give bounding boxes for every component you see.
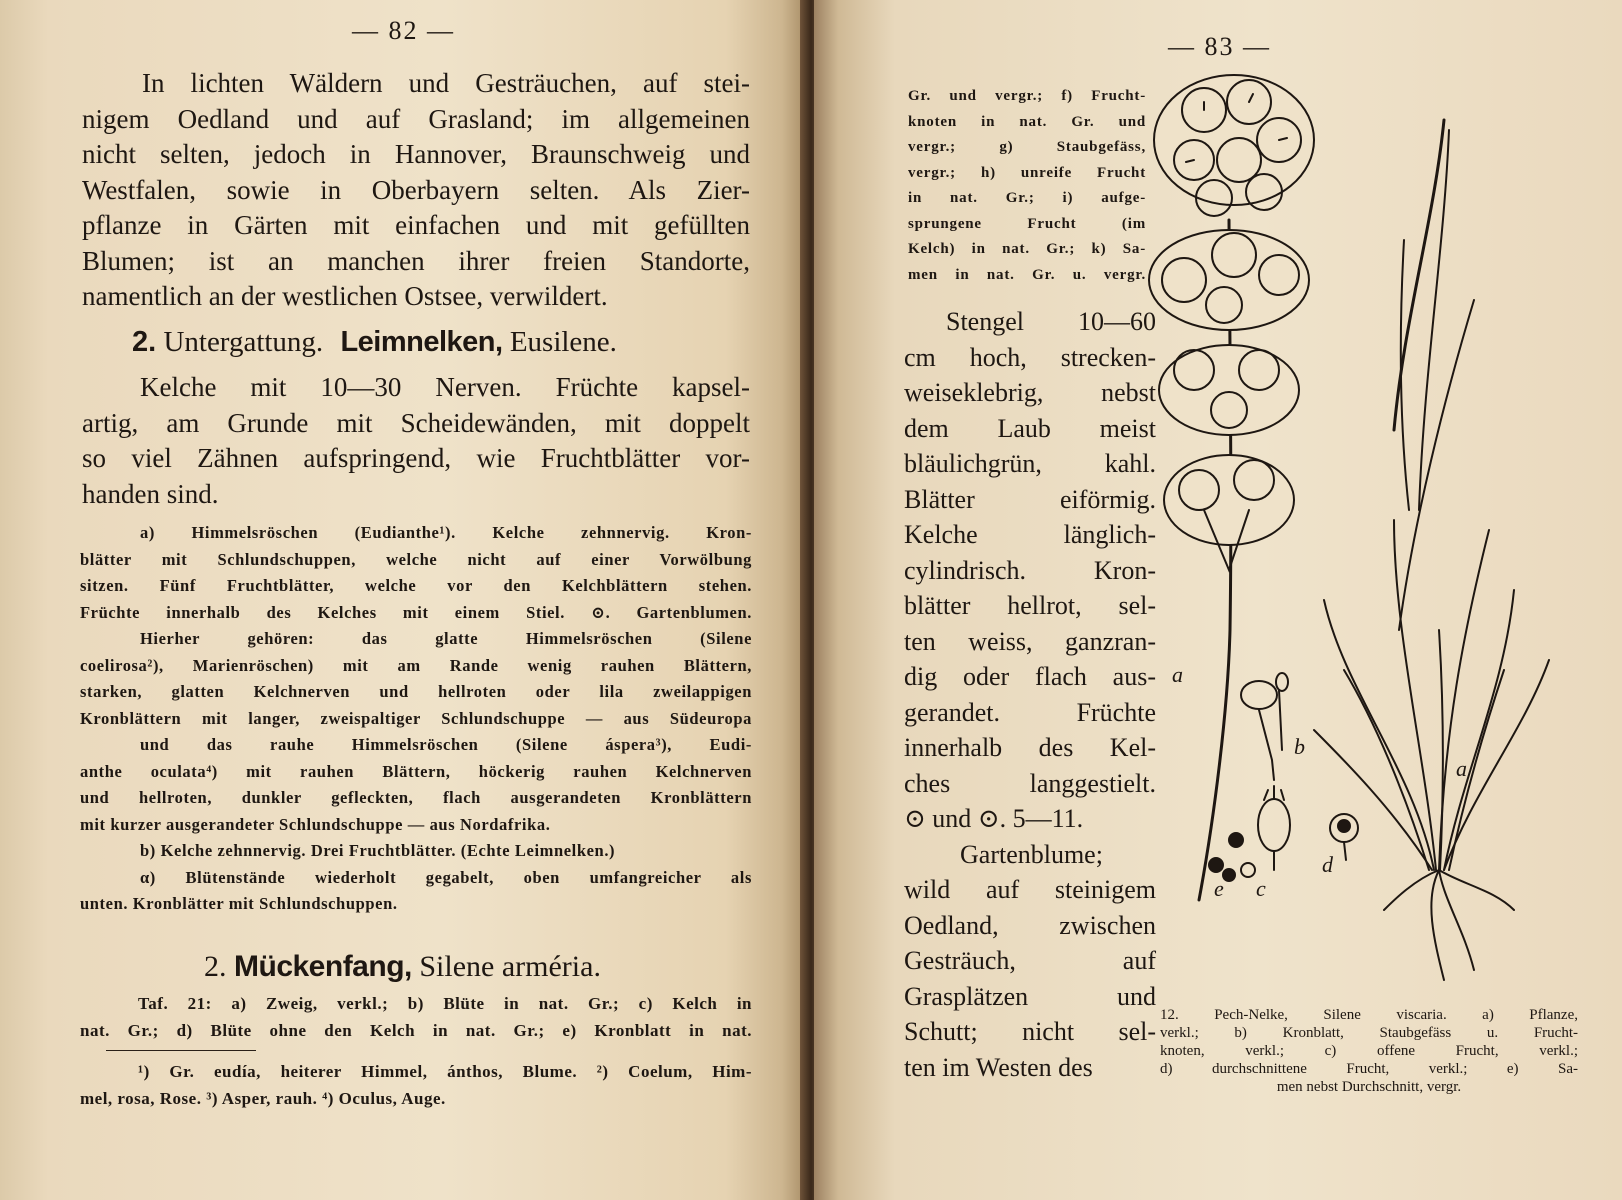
plate-continued (908, 84, 1146, 288)
plate-continued-line: sprungene Frucht (im (908, 215, 1146, 232)
figure-label-b: b (1294, 734, 1305, 759)
footnotes (80, 1058, 752, 1112)
note-line: und das rauhe Himmelsröschen (Silene áspera³), Eudi- (140, 735, 752, 754)
leaf (1399, 300, 1474, 630)
right-page-number: — 83 — (1168, 32, 1271, 61)
subgenus-latin-name: Eusilene. (509, 326, 617, 358)
subgenus-line: handen sind. (82, 478, 219, 509)
description-line: ⊙ und ⊙. 5—11. (904, 804, 1084, 833)
description-line: blätter hellrot, sel- (904, 591, 1156, 620)
leaf (1401, 240, 1409, 510)
note-line: Früchte innerhalb des Kelches mit einem Stiel. ⊙. Gartenblumen. (80, 602, 752, 622)
plate-continued-line: in nat. Gr.; i) aufge- (908, 190, 1146, 206)
detail-c (1258, 786, 1290, 870)
flower-cluster-3 (1159, 345, 1299, 435)
note-line: unten. Kronblätter mit Schlundschuppen. (80, 894, 398, 913)
intro-line: In lichten Wäldern und Gesträuchen, auf stei- (142, 68, 750, 98)
plate-continued-line: knoten in nat. Gr. und (908, 113, 1146, 130)
plate-reference (80, 990, 752, 1044)
description-line: Stengel 10—60 (946, 307, 1156, 336)
description-line: cm hoch, strecken- (904, 342, 1156, 372)
description-line: Kelche länglich- (904, 520, 1156, 549)
species-heading (204, 950, 601, 984)
plate-continued-line: vergr.; h) unreife Frucht (908, 164, 1146, 181)
flower-cluster-2 (1149, 230, 1309, 330)
detail-d (1330, 814, 1358, 860)
description-line: ten im Westen des (904, 1052, 1093, 1082)
description-line: ches langgestielt. (904, 768, 1156, 798)
description-line: ten weiss, ganzran- (904, 626, 1156, 656)
figure-label-c: c (1256, 876, 1266, 901)
caption-line: men nebst Durchschnitt, vergr. (1276, 1079, 1462, 1095)
left-page (0, 0, 806, 1200)
note-line: anthe oculata⁴) mit rauhen Blättern, höckerig rauhen Kelchnerven (80, 761, 752, 781)
description-line: innerhalb des Kel- (904, 733, 1156, 762)
footnote-line: ¹) Gr. eudía, heiterer Himmel, ánthos, Blume. ²) Coelum, Him- (138, 1062, 752, 1081)
description-line: dem Laub meist (904, 413, 1156, 443)
plant-rosette (1314, 520, 1549, 980)
flower-cluster-4 (1164, 455, 1294, 570)
intro-line: Westfalen, sowie in Oberbayern selten. Als Zier- (82, 174, 750, 205)
caption-line: d) durchschnittene Frucht, verkl.; e) Sa- (1160, 1061, 1578, 1077)
figure-label-a-right: a (1456, 756, 1467, 781)
description-line: Blätter eiförmig. (904, 484, 1156, 514)
description-line: gerandet. Früchte (904, 697, 1156, 727)
description-line: bläulichgrün, kahl. (904, 449, 1156, 478)
figure-label-a-left: a (1172, 662, 1183, 687)
subgenus-line: artig, am Grunde mit Scheidewänden, mit doppelt (82, 407, 750, 438)
note-line: a) Himmelsröschen (Eudianthe¹). Kelche zehnnervig. Kron- (140, 523, 752, 542)
subgenus-paragraph (82, 370, 750, 512)
subgenus-line: Kelche mit 10—30 Nerven. Früchte kapsel- (140, 372, 750, 402)
detail-e (1209, 833, 1255, 881)
intro-line: pflanze in Gärten mit einfachen und mit gefüllten (82, 210, 750, 240)
intro-line: namentlich an der westlichen Ostsee, verwildert. (82, 281, 608, 311)
plate-continued-line: vergr.; g) Staubgefäss, (908, 139, 1146, 155)
description-line: Gartenblume; (960, 839, 1103, 869)
caption-line: verkl.; b) Kronblatt, Staubgefäss u. Frucht- (1160, 1025, 1578, 1041)
caption-line: 12. Pech-Nelke, Silene viscaria. a) Pflanze, (1160, 1007, 1578, 1023)
figure-label-d: d (1322, 852, 1333, 877)
detail-b (1241, 673, 1288, 780)
description-line: Schutt; nicht sel- (904, 1017, 1156, 1046)
plate-continued-line: men in nat. Gr. u. vergr. (908, 266, 1146, 283)
notes-block (80, 520, 752, 918)
note-line: starken, glatten Kelchnerven und hellroten oder lila zweilappigen (80, 682, 752, 701)
plate-continued-line: Kelch) in nat. Gr.; k) Sa- (908, 241, 1146, 257)
footnote-line: mel, rosa, Rose. ³) Asper, rauh. ⁴) Oculus, Auge. (80, 1089, 446, 1108)
description-line: Oedland, zwischen (904, 910, 1156, 940)
caption-line: knoten, verkl.; c) offene Frucht, verkl.; (1160, 1043, 1578, 1059)
plate-continued-line: Gr. und vergr.; f) Frucht- (908, 88, 1146, 104)
intro-line: Blumen; ist an manchen ihrer freien Standorte, (82, 245, 750, 276)
intro-line: nigem Oedland und auf Grasland; im allgemeinen (82, 103, 750, 134)
description-line: Grasplätzen und (904, 981, 1156, 1011)
note-line: mit kurzer ausgerandeter Schlundschuppe — aus Nordafrika. (80, 814, 551, 834)
footnote-rule (106, 1050, 256, 1051)
note-line: blätter mit Schlundschuppen, welche nicht auf einer Vorwölbung (80, 549, 752, 569)
note-line: Kronblättern mit langer, zweispaltiger Schlundschuppe — aus Südeuropa (80, 708, 752, 728)
description-line: wild auf steinigem (904, 875, 1156, 904)
description-line: dig oder flach aus- (904, 662, 1156, 691)
intro-paragraph (82, 66, 750, 315)
plant-illustration (1144, 70, 1604, 990)
subgenus-label: Untergattung. (163, 326, 324, 358)
flower-cluster-top (1154, 75, 1314, 216)
right-page (814, 0, 1622, 1200)
note-line: sitzen. Fünf Fruchtblätter, welche vor den Kelchblättern stehen. (80, 576, 752, 595)
species-german-name: Mückenfang, (234, 950, 412, 983)
note-line: und hellroten, dunkler gefleckten, flach ausgerandeten Kronblättern (80, 788, 752, 807)
note-line: b) Kelche zehnnervig. Drei Fruchtblätter. (Echte Leimnelken.) (140, 841, 616, 860)
intro-line: nicht selten, jedoch in Hannover, Braunschweig und (82, 139, 750, 169)
description-column (904, 304, 1156, 1085)
description-line: cylindrisch. Kron- (904, 555, 1156, 585)
plate-line: nat. Gr.; d) Blüte ohne den Kelch in nat. Gr.; e) Kronblatt in nat. (80, 1021, 752, 1040)
figure-label-e: e (1214, 876, 1224, 901)
description-line: Gesträuch, auf (904, 946, 1156, 975)
note-line: coelirosa²), Marienröschen) mit am Rande wenig rauhen Blättern, (80, 655, 752, 675)
description-line: weiseklebrig, nebst (904, 378, 1156, 407)
subgenus-number: 2. (132, 326, 157, 358)
subgenus-heading (132, 326, 617, 359)
left-page-number: — 82 — (352, 16, 455, 45)
plate-line: Taf. 21: a) Zweig, verkl.; b) Blüte in nat. Gr.; c) Kelch in (138, 994, 752, 1013)
species-latin-name: Silene arméria. (419, 950, 601, 983)
subgenus-german-name: Leimnelken, (340, 326, 503, 358)
note-line: Hierher gehören: das glatte Himmelsröschen (Silene (140, 629, 752, 648)
subgenus-line: so viel Zähnen aufspringend, wie Fruchtblätter vor- (82, 443, 750, 473)
note-line: α) Blütenstände wiederholt gegabelt, oben umfangreicher als (140, 867, 752, 887)
species-number: 2. (204, 950, 227, 983)
figure-caption (1160, 1006, 1578, 1096)
